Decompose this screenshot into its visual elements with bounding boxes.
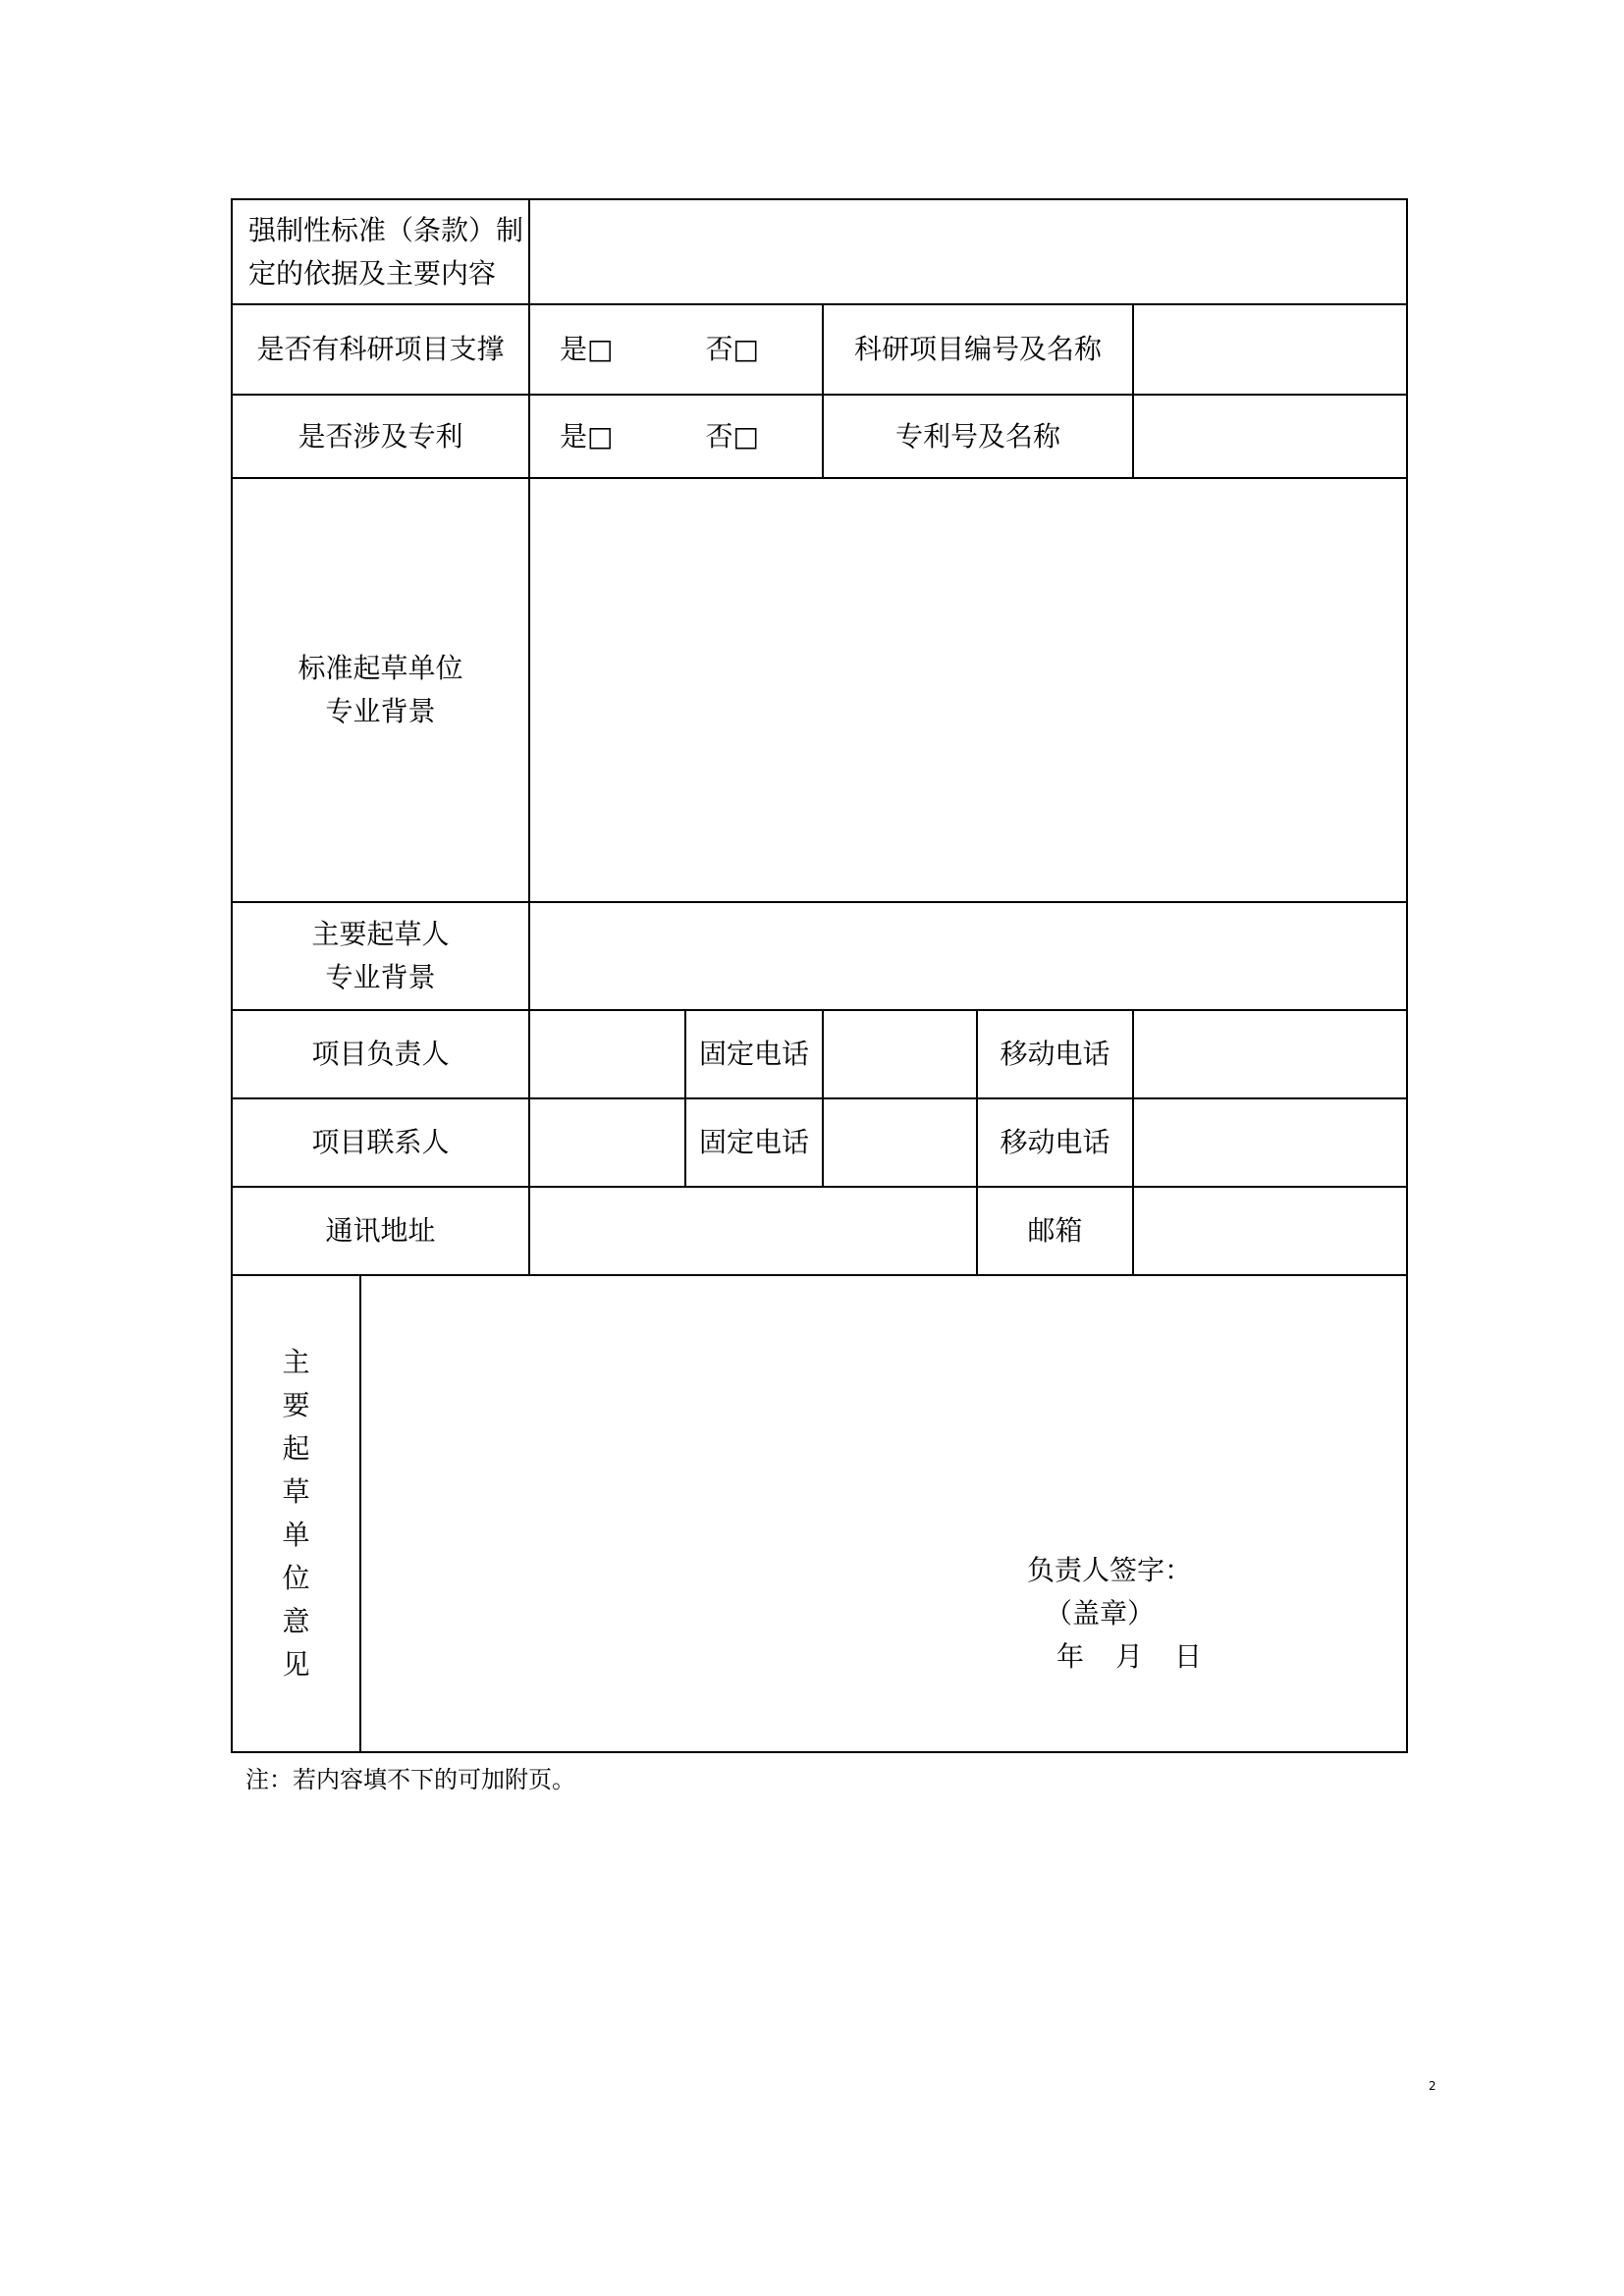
drafting-unit-input[interactable] xyxy=(529,478,1407,902)
drafter-row xyxy=(232,902,1407,1010)
research-number-label: 科研项目编号及名称 xyxy=(823,304,1133,395)
footnote: 注：若内容填不下的可加附页。 xyxy=(245,1766,575,1793)
drafter-label: 主要起草人 专业背景 xyxy=(232,902,529,1010)
patent-yes-checkbox[interactable]: 是□ xyxy=(560,419,614,453)
research-number-input[interactable] xyxy=(1133,304,1407,395)
opinion-label: 主 要 起 草 单 位 意 见 xyxy=(232,1275,360,1752)
patent-row xyxy=(232,395,1407,478)
drafter-input[interactable] xyxy=(529,902,1407,1010)
basis-row xyxy=(232,199,1407,304)
research-label: 是否有科研项目支撑 xyxy=(232,304,529,395)
page-number: 2 xyxy=(1429,2079,1436,2093)
patent-label: 是否涉及专利 xyxy=(232,395,529,478)
project-contact-fixed-phone-label: 固定电话 xyxy=(685,1098,823,1187)
drafting-unit-label: 标准起草单位 专业背景 xyxy=(232,478,529,902)
address-label: 通讯地址 xyxy=(232,1187,529,1275)
research-choice xyxy=(529,304,823,395)
date-line xyxy=(1027,1635,1202,1679)
project-lead-input[interactable] xyxy=(529,1010,685,1098)
project-contact-label: 项目联系人 xyxy=(232,1098,529,1187)
basis-label: 强制性标准（条款）制 定的依据及主要内容 xyxy=(232,199,529,304)
project-lead-fixed-phone-input[interactable] xyxy=(823,1010,977,1098)
signature-block xyxy=(1027,1549,1202,1679)
application-form-table xyxy=(231,198,1408,1753)
patent-choice xyxy=(529,395,823,478)
project-lead-row xyxy=(232,1010,1407,1098)
year-label: 年 xyxy=(1056,1640,1085,1673)
patent-no-checkbox[interactable]: 否□ xyxy=(705,419,759,453)
project-contact-mobile-phone-input[interactable] xyxy=(1133,1098,1407,1187)
project-lead-mobile-phone-label: 移动电话 xyxy=(977,1010,1133,1098)
project-contact-input[interactable] xyxy=(529,1098,685,1187)
address-row xyxy=(232,1187,1407,1275)
project-lead-label: 项目负责人 xyxy=(232,1010,529,1098)
signature-label: 负责人签字： xyxy=(1027,1554,1193,1586)
email-input[interactable] xyxy=(1133,1187,1407,1275)
research-row xyxy=(232,304,1407,395)
project-contact-row xyxy=(232,1098,1407,1187)
address-input[interactable] xyxy=(529,1187,977,1275)
patent-number-label: 专利号及名称 xyxy=(823,395,1133,478)
email-label: 邮箱 xyxy=(977,1187,1133,1275)
research-yes-checkbox[interactable]: 是□ xyxy=(560,333,614,365)
research-no-checkbox[interactable]: 否□ xyxy=(705,333,759,365)
drafting-unit-row xyxy=(232,478,1407,902)
project-contact-fixed-phone-input[interactable] xyxy=(823,1098,977,1187)
project-lead-mobile-phone-input[interactable] xyxy=(1133,1010,1407,1098)
patent-number-input[interactable] xyxy=(1133,395,1407,478)
opinion-row xyxy=(232,1275,1407,1752)
day-label: 日 xyxy=(1174,1640,1203,1673)
seal-label: （盖章） xyxy=(1045,1597,1156,1629)
basis-input[interactable] xyxy=(529,199,1407,304)
opinion-input[interactable] xyxy=(360,1275,1407,1752)
project-lead-fixed-phone-label: 固定电话 xyxy=(685,1010,823,1098)
project-contact-mobile-phone-label: 移动电话 xyxy=(977,1098,1133,1187)
month-label: 月 xyxy=(1115,1640,1144,1673)
